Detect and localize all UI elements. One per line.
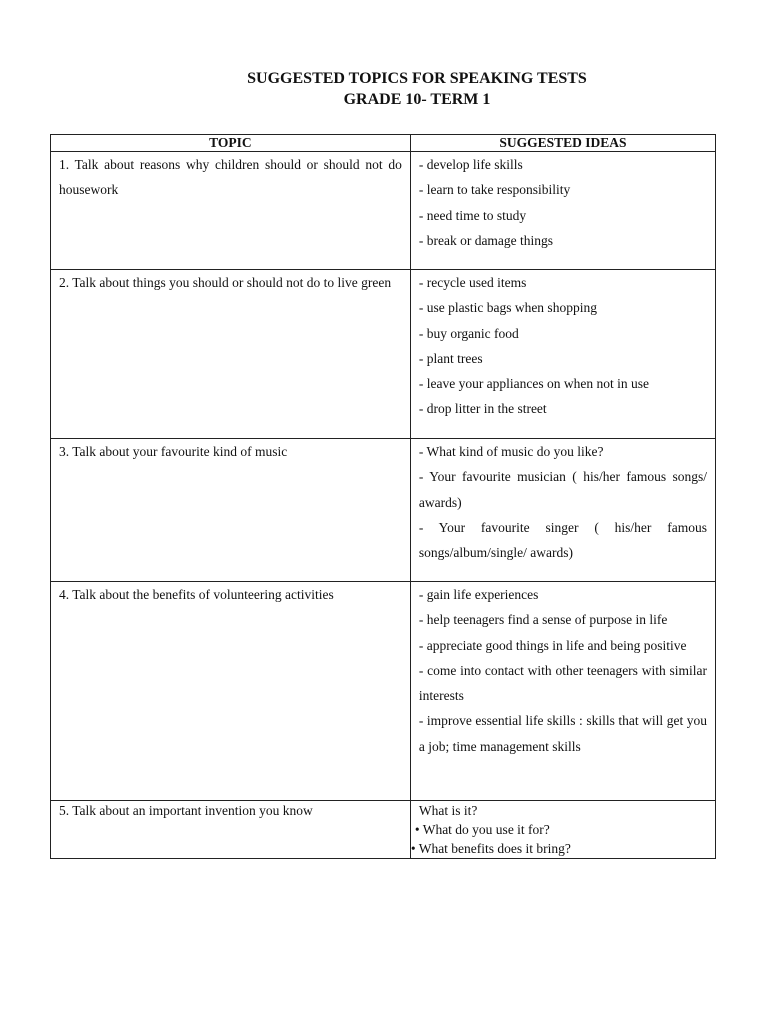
topic-cell: 4. Talk about the benefits of volunteering activities (51, 582, 411, 801)
table-row (51, 152, 716, 270)
table-header-row (51, 135, 716, 152)
table-row (51, 439, 716, 582)
idea-item: - Your favourite singer ( his/her famous songs/album/single/ awards) (418, 519, 707, 561)
topic-cell: 3. Talk about your favourite kind of music (51, 439, 411, 582)
idea-item: What is it? (418, 803, 478, 818)
idea-item: - improve essential life skills : skills that will get you a job; time management skills (418, 713, 707, 754)
topic-cell: 1. Talk about reasons why children should or should not do housework (51, 152, 411, 270)
idea-item: - learn to take responsibility (418, 182, 571, 198)
column-header-topic: TOPIC (51, 135, 411, 152)
idea-item: • What benefits does it bring? (410, 841, 571, 856)
table-row (51, 582, 716, 801)
idea-item: - appreciate good things in life and being positive (418, 637, 687, 653)
idea-item: - develop life skills (418, 157, 523, 172)
idea-item: - What kind of music do you like? (418, 444, 604, 459)
idea-item: - help teenagers find a sense of purpose in life (418, 612, 668, 628)
idea-item: - leave your appliances on when not in use (418, 376, 650, 392)
topic-cell: 5. Talk about an important invention you know (51, 801, 411, 859)
idea-item: • What do you use it for? (414, 822, 550, 837)
table-row (51, 801, 716, 859)
idea-item: - drop litter in the street (418, 401, 547, 417)
document-title: SUGGESTED TOPICS FOR SPEAKING TESTS (247, 70, 587, 87)
idea-item: - use plastic bags when shopping (418, 300, 597, 316)
idea-item: - Your favourite musician ( his/her famous songs/ awards) (418, 469, 707, 510)
ideas-cell (410, 270, 715, 439)
idea-item: - need time to study (418, 207, 527, 223)
idea-item: - recycle used items (418, 275, 527, 290)
idea-item: - plant trees (418, 350, 483, 366)
ideas-cell (410, 152, 715, 270)
idea-item: - break or damage things (418, 232, 554, 248)
idea-item: - gain life experiences (418, 587, 539, 602)
topic-cell: 2. Talk about things you should or should not do to live green (51, 270, 411, 439)
topics-table (50, 134, 716, 859)
idea-item: - buy organic food (418, 325, 519, 341)
table-row (51, 270, 716, 439)
ideas-cell (410, 582, 715, 801)
document-subtitle: GRADE 10- TERM 1 (343, 91, 491, 108)
ideas-cell (410, 439, 715, 582)
column-header-ideas: SUGGESTED IDEAS (410, 135, 715, 152)
ideas-cell (410, 801, 715, 859)
idea-item: - come into contact with other teenagers with similar interests (418, 662, 707, 704)
